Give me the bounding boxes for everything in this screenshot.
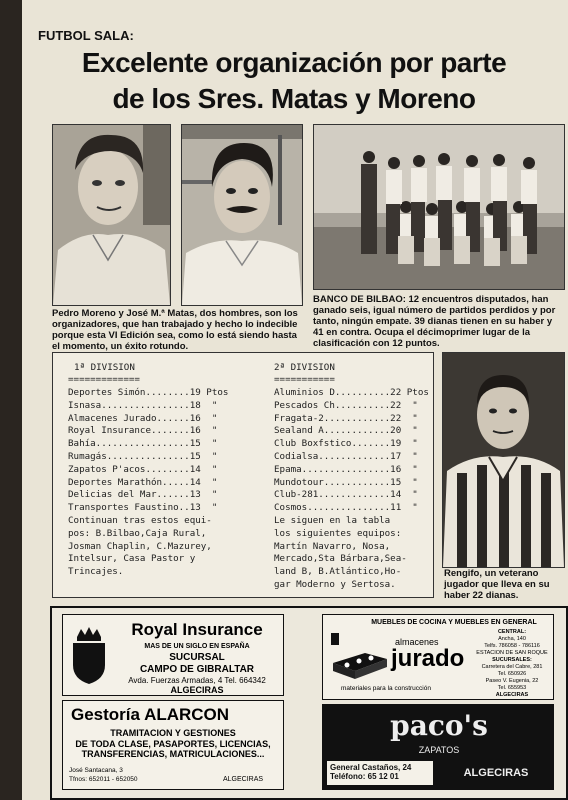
royal-crest-icon — [71, 627, 107, 685]
caption-organizers: Pedro Moreno y José M.ª Matas, dos hombres, son los organizadores, que han trabajado y hecho lo indecible porque esta VI Edición sea, como lo está siendo hasta el momento, un éxito rotundo. — [52, 308, 298, 352]
jurado-c1: Ancha, 140 — [498, 636, 526, 642]
pacos-sub: ZAPATOS — [418, 745, 460, 755]
table-row: Deportes Marathón.....14 " — [68, 476, 218, 488]
table-row: Rumagás...............15 " — [68, 450, 218, 462]
photo-banco-bilbao-team — [313, 124, 565, 290]
jurado-city: ALGECIRAS — [495, 692, 529, 698]
division2-table — [274, 387, 429, 592]
table-row: Transportes Faustino..13 " — [68, 502, 218, 514]
jurado-name: jurado — [391, 645, 465, 672]
table-row: Almacenes Jurado......16 " — [68, 412, 218, 424]
headline-line-1: Excelente organización por parte — [81, 47, 507, 78]
caption-banco-bilbao: BANCO DE BILBAO: 12 encuentros disputados, han ganado seis, igual número de partidos perdidos y por tanto, ningún empate. 39 dianas tienen en su haber y 41 en contra. Ocupa el décimoprimer lugar de la clasificación con 12 puntos. — [313, 294, 556, 349]
jurado-suc-label: SUCURSALES: — [492, 657, 532, 663]
division1-table — [68, 387, 228, 579]
table-row: Bahía.................15 " — [68, 438, 218, 450]
jurado-c2: Telfs. 786058 - 786116 — [484, 643, 540, 649]
alarcon-line2: DE TODA CLASE, PASAPORTES, LICENCIAS, — [75, 738, 271, 749]
division2-note: Le siguen en la tabla los siguientes equipos: Martín Navarro, Nosa, Mercado,Sta Bárbara,Sea- land B, B.Atlántico,Ho- gar Moderno y Sertosa. — [274, 514, 407, 590]
table-row: Aluminios D..........22 Ptos — [274, 387, 429, 398]
table-row: Zapatos P'acos........14 " — [68, 463, 218, 475]
ad-gestoria-alarcon — [62, 700, 284, 790]
alarcon-phone: Tfnos: 652011 - 652050 — [69, 776, 138, 783]
table-row: Epama................16 " — [274, 463, 418, 475]
jurado-tagline: materiales para la construcción — [341, 685, 431, 692]
ad-royal-insurance — [62, 614, 284, 696]
royal-line1: MAS DE UN SIGLO EN ESPAÑA — [144, 643, 250, 650]
alarcon-address: José Santacana, 3 — [69, 767, 123, 774]
table-row: Fragata-2............22 " — [274, 412, 418, 424]
pacos-phone: Teléfono: 65 12 01 — [330, 772, 399, 781]
royal-address: Avda. Fuerzas Armadas, 4 Tel. 664342 — [128, 676, 266, 685]
alarcon-services — [67, 728, 279, 760]
table-row: Delicias del Mar......13 " — [68, 489, 218, 501]
table-row: Sealand A............20 " — [274, 425, 418, 437]
brick-icon — [329, 631, 391, 681]
table-row: Club Boxfstico.......19 " — [274, 438, 418, 450]
table-row: Cosmos...............11 " — [274, 502, 418, 514]
jurado-top: MUEBLES DE COCINA Y MUEBLES EN GENERAL — [371, 619, 537, 626]
table-row: Mundotour............15 " — [274, 476, 418, 488]
jurado-s3: Paseo V. Eugenia, 22 — [485, 678, 539, 684]
royal-city: ALGECIRAS — [170, 685, 224, 695]
jurado-c3: ESTACION DE SAN ROQUE — [476, 650, 548, 656]
division2-underline: =========== — [274, 374, 335, 385]
table-row: Isnasa................18 " — [68, 399, 218, 411]
royal-name: Royal Insurance — [131, 620, 263, 639]
table-row: Club-281.............14 " — [274, 489, 418, 501]
photo-jose-matas — [181, 124, 303, 306]
jurado-small: almacenes — [395, 637, 439, 647]
division1-underline: ============= — [68, 374, 140, 385]
ad-almacenes-jurado — [322, 614, 554, 700]
photo-rengifo — [442, 352, 565, 568]
pacos-contact — [327, 761, 433, 785]
alarcon-line3: TRANSFERENCIAS, MATRICULACIONES... — [81, 749, 265, 759]
table-row: Pescados Ch..........22 " — [274, 399, 418, 411]
headline-line-2: de los Sres. Matas y Moreno — [112, 83, 476, 114]
table-row: Royal Insurance.......16 " — [68, 425, 218, 437]
alarcon-city: ALGECIRAS — [223, 776, 264, 783]
jurado-s2: Tel. 650926 — [497, 671, 527, 677]
division1-note: Continuan tras estos equi- pos: B.Bilbao,Caja Rural, Josman Chaplin, C.Mazurey, Intelsur, Casa Pastor y Trincajes. — [68, 514, 212, 578]
pacos-city: ALGECIRAS — [463, 767, 529, 779]
royal-line2: SUCURSAL — [169, 652, 225, 663]
table-row: Deportes Simón........19 Ptos — [68, 387, 229, 398]
jurado-central-label: CENTRAL: — [497, 629, 527, 635]
pacos-name: paco's — [390, 709, 488, 742]
photo-pedro-moreno — [52, 124, 171, 306]
section-label: FUTBOL SALA: — [38, 28, 134, 43]
jurado-s4: Tel. 655953 — [497, 685, 527, 691]
caption-rengifo: Rengifo, un veterano jugador que lleva en su haber 22 dianas. — [444, 568, 550, 601]
jurado-addresses — [473, 629, 551, 699]
royal-line3: CAMPO DE GIBRALTAR — [139, 664, 255, 675]
division1-title: 1ª DIVISION — [74, 362, 135, 373]
table-row: Codialsa.............17 " — [274, 450, 418, 462]
division2-title: 2ª DIVISION — [274, 362, 335, 373]
jurado-s1: Carretera del Cabre, 281 — [481, 664, 543, 670]
alarcon-name: Gestoría ALARCON — [71, 705, 230, 724]
alarcon-line1: TRAMITACION Y GESTIONES — [110, 728, 236, 738]
ad-pacos-zapatos — [322, 704, 554, 790]
pacos-address: General Castaños, 24 — [330, 763, 412, 772]
